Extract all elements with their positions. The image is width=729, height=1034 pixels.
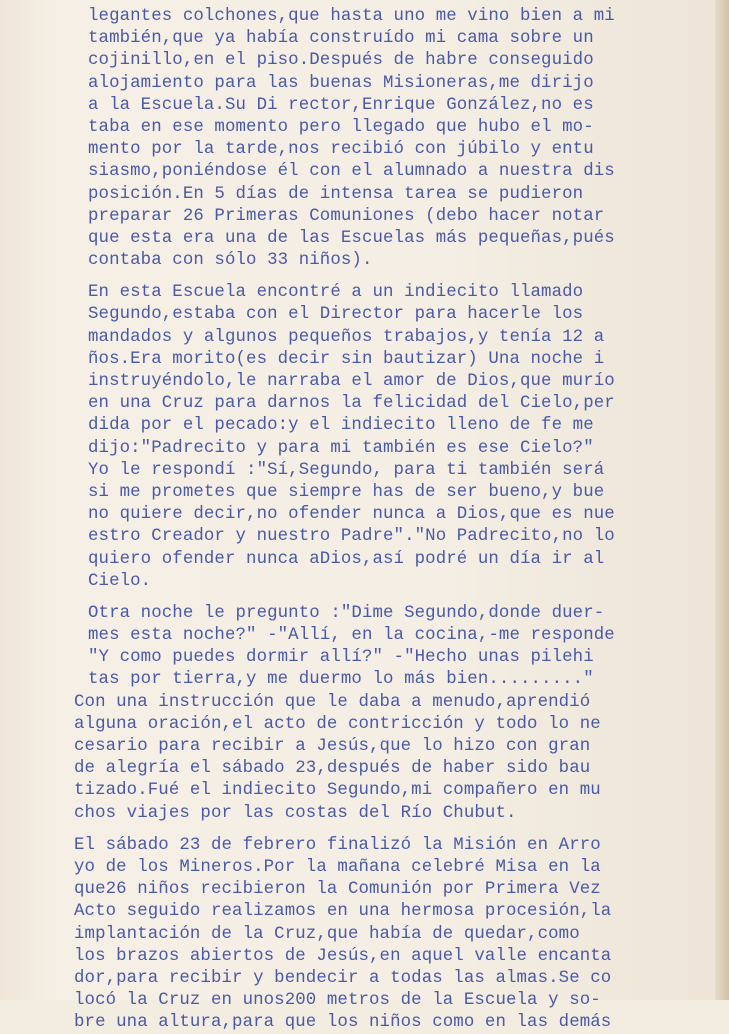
text-line: Acto seguido realizamos en una hermosa procesión,la <box>74 902 612 922</box>
text-line: cesario para recibir a Jesús,que lo hizo con gran <box>74 737 591 756</box>
text-line: locó la Cruz en unos200 metros de la Escuela y so- <box>74 991 601 1011</box>
paragraph-gap <box>74 272 714 282</box>
text-line: Yo le respondí :"Sí,Segundo, para ti también será <box>88 460 605 480</box>
page-text <box>74 6 714 1034</box>
text-line: en una Cruz para darnos la felicidad del Cielo,per <box>88 394 615 414</box>
text-line: mento por la tarde,nos recibió con júbilo y entu <box>88 140 594 160</box>
text-line: dijo:"Padrecito y para mi también es ese Cielo?" <box>88 438 594 458</box>
text-line: si me prometes que siempre has de ser bueno,y bue <box>88 482 605 502</box>
text-line: tizado.Fué el indiecito Segundo,mi compañero en mu <box>74 781 601 801</box>
paper-edge <box>715 0 729 1000</box>
text-line: que26 niños recibieron la Comunión por Primera Vez <box>74 880 601 900</box>
paragraph <box>74 282 714 593</box>
text-line: alojamiento para las buenas Misioneras,me dirijo <box>88 73 594 93</box>
text-line: yo de los Mineros.Por la mañana celebré Misa en la <box>74 857 601 877</box>
text-line: mandados y algunos pequeños trabajos,y tenía 12 a <box>88 327 605 347</box>
text-line: no quiere decir,no ofender nunca a Dios,que es nue <box>88 505 615 525</box>
text-line: ños.Era morito(es decir sin bautizar) Una noche i <box>88 349 605 369</box>
text-line: de alegría el sábado 23,después de haber sido bau <box>74 759 591 779</box>
text-line: taba en ese momento pero llegado que hubo el mo- <box>88 117 594 137</box>
text-line: que esta era una de las Escuelas más pequeñas,pués <box>88 228 615 248</box>
text-line: En esta Escuela encontré a un indiecito llamado <box>88 283 584 303</box>
paragraph <box>74 603 714 825</box>
text-line: Otra noche le pregunto :"Dime Segundo,donde duer- <box>88 603 605 623</box>
text-line: Con una instrucción que le daba a menudo,aprendió <box>74 692 591 712</box>
text-line: los brazos abiertos de Jesús,en aquel valle encanta <box>74 946 612 966</box>
text-line: Segundo,estaba con el Director para hacerle los <box>88 305 584 325</box>
text-line: posición.En 5 días de intensa tarea se pudieron <box>88 184 584 204</box>
text-line: cojinillo,en el piso.Después de habre conseguido <box>88 51 594 71</box>
text-line: tas por tierra,y me duermo lo más bien........." <box>88 670 594 690</box>
text-line: contaba con sólo 33 niños). <box>88 251 373 271</box>
paragraph-gap <box>74 593 714 603</box>
text-line: alguna oración,el acto de contricción y todo lo ne <box>74 714 601 734</box>
paragraph <box>74 835 714 1034</box>
text-line: Cielo. <box>88 571 152 591</box>
text-line: "Y como puedes dormir allí?" -"Hecho unas pilehi <box>88 648 594 668</box>
text-line: implantación de la Cruz,que había de quedar,como <box>74 924 580 944</box>
text-line: también,que ya había construído mi cama sobre un <box>88 29 594 49</box>
text-line: mes esta noche?" -"Allí, en la cocina,-me responde <box>88 626 615 646</box>
text-line: preparar 26 Primeras Comuniones (debo hacer notar <box>88 206 605 226</box>
paragraph-gap <box>74 825 714 835</box>
text-line: a la Escuela.Su Di rector,Enrique González,no es <box>88 95 594 115</box>
text-line: dor,para recibir y bendecir a todas las almas.Se co <box>74 968 612 988</box>
paragraph <box>74 6 714 272</box>
text-line: El sábado 23 de febrero finalizó la Misión en Arro <box>74 835 601 855</box>
text-line: siasmo,poniéndose él con el alumnado a nuestra dis <box>88 162 615 182</box>
text-line: dida por el pecado:y el indiecito lleno de fe me <box>88 416 594 436</box>
text-line: estro Creador y nuestro Padre"."No Padrecito,no lo <box>88 527 615 547</box>
text-line: bre una altura,para que los niños como en las demás <box>74 1013 612 1033</box>
text-line: instruyéndolo,le narraba el amor de Dios,que murío <box>88 372 615 391</box>
text-line: chos viajes por las costas del Río Chubut. <box>74 803 517 823</box>
text-line: quiero ofender nunca aDios,así podré un día ir al <box>88 549 605 569</box>
text-line: legantes colchones,que hasta uno me vino bien a mi <box>88 7 615 26</box>
